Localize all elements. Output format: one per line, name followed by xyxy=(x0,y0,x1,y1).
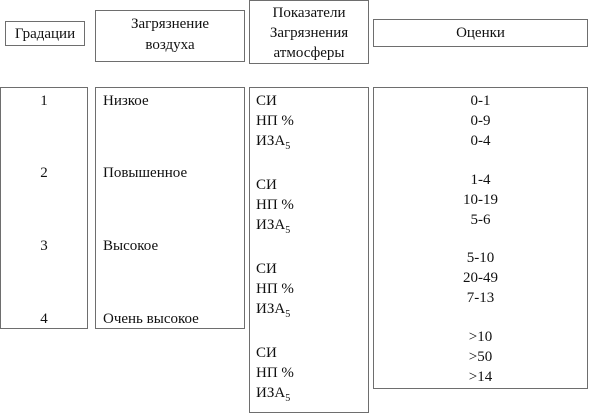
header-pollution-line1: Загрязнение xyxy=(130,16,210,32)
score-value: >10 xyxy=(468,329,493,345)
indicator-si: СИ xyxy=(256,177,277,193)
header-indicators-line3: атмосферы xyxy=(273,45,345,61)
indicator-np: НП % xyxy=(256,197,294,213)
indicator-iza: $ИЗА_5$ xyxy=(256,385,291,404)
indicator-si: СИ xyxy=(256,345,277,361)
grade-3: 3 xyxy=(40,238,48,254)
level-high: Высокое xyxy=(103,238,159,254)
indicator-iza-subscript: 5 xyxy=(285,393,291,404)
indicator-np: НП % xyxy=(256,365,294,381)
grade-1: 1 xyxy=(40,93,48,109)
score-value: >14 xyxy=(468,369,493,385)
header-indicators-line2: Загрязнения xyxy=(269,25,349,41)
score-value: 10-19 xyxy=(463,192,498,208)
score-value: 1-4 xyxy=(470,172,491,188)
score-value: 5-6 xyxy=(470,212,491,228)
level-very-high: Очень высокое xyxy=(103,311,199,327)
level-low: Низкое xyxy=(103,93,149,109)
indicator-si: СИ xyxy=(256,93,277,109)
indicator-np: НП % xyxy=(256,281,294,297)
grade-2: 2 xyxy=(40,165,48,181)
score-value: >50 xyxy=(468,349,493,365)
header-indicators-line1: Показатели xyxy=(272,5,346,21)
indicator-si: СИ xyxy=(256,261,277,277)
header-scores: Оценки xyxy=(456,25,505,41)
grade-4: 4 xyxy=(40,311,48,327)
indicator-iza: $ИЗА_5$ xyxy=(256,133,291,152)
indicator-iza-subscript: 5 xyxy=(285,225,291,236)
header-grade: Градации xyxy=(14,26,76,42)
indicator-iza: $ИЗА_5$ xyxy=(256,217,291,236)
score-value: 0-4 xyxy=(470,133,491,149)
indicator-np: НП % xyxy=(256,113,294,129)
level-elevated: Повышенное xyxy=(103,165,188,181)
score-value: 7-13 xyxy=(466,290,495,306)
grades-column-box xyxy=(0,87,88,329)
indicator-iza-subscript: 5 xyxy=(285,141,291,152)
score-value: 20-49 xyxy=(463,270,498,286)
score-value: 0-1 xyxy=(470,93,491,109)
indicator-iza-subscript: 5 xyxy=(285,309,291,320)
indicator-iza: $ИЗА_5$ xyxy=(256,301,291,320)
header-pollution-line2: воздуха xyxy=(145,37,195,53)
score-value: 0-9 xyxy=(470,113,491,129)
levels-column-box xyxy=(95,87,245,329)
score-value: 5-10 xyxy=(466,250,495,266)
